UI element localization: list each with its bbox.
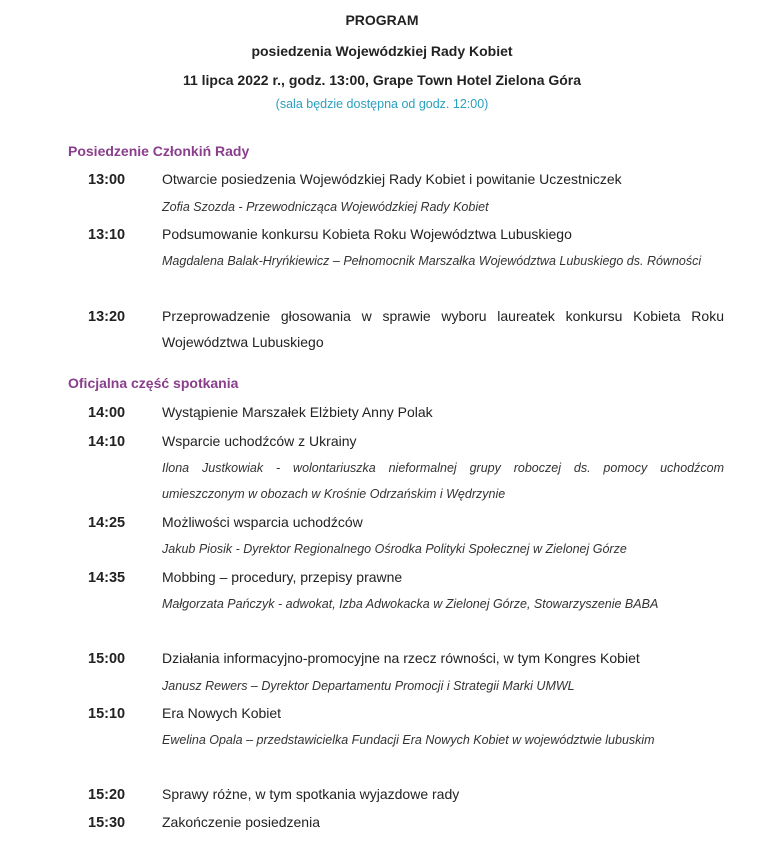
agenda-time: 14:25 — [88, 515, 126, 531]
agenda-title: Możliwości wsparcia uchodźców — [162, 514, 363, 530]
section-title: Oficjalna część spotkania — [68, 375, 239, 391]
agenda-time: 15:30 — [88, 815, 126, 831]
agenda-time: 13:20 — [88, 309, 126, 325]
agenda-time: 15:10 — [88, 706, 126, 722]
agenda-speaker: Janusz Rewers – Dyrektor Departamentu Promocji i Strategii Marki UMWL — [162, 679, 575, 693]
agenda-title: Era Nowych Kobiet — [162, 705, 282, 721]
section-title: Posiedzenie Członkiń Rady — [68, 143, 250, 159]
agenda-time: 14:00 — [88, 405, 126, 421]
program-subtitle: posiedzenia Wojewódzkiej Rady Kobiet — [251, 43, 513, 59]
agenda-title: Wsparcie uchodźców z Ukrainy — [162, 433, 357, 449]
date-place: 11 lipca 2022 r., godz. 13:00, Grape Town Hotel Zielona Góra — [182, 72, 582, 88]
agenda-title: Wystąpienie Marszałek Elżbiety Anny Polak — [162, 404, 433, 420]
agenda-speaker: Małgorzata Pańczyk - adwokat, Izba Adwokacka w Zielonej Górze, Stowarzyszenie BABA — [162, 597, 659, 611]
agenda-title: Mobbing – procedury, przepisy prawne — [162, 569, 403, 585]
agenda-title: Podsumowanie konkursu Kobieta Roku Województwa Lubuskiego — [162, 226, 572, 242]
agenda-title: Otwarcie posiedzenia Wojewódzkiej Rady Kobiet i powitanie Uczestniczek — [162, 171, 622, 187]
agenda-speaker: Jakub Piosik - Dyrektor Regionalnego Ośrodka Polityki Społecznej w Zielonej Górze — [162, 542, 627, 556]
agenda-time: 15:20 — [88, 787, 126, 803]
agenda-time: 14:35 — [88, 570, 126, 586]
agenda-speaker: Zofia Szozda - Przewodnicząca Wojewódzkiej Rady Kobiet — [162, 200, 489, 214]
agenda-title: Zakończenie posiedzenia — [162, 814, 320, 830]
agenda-time: 13:10 — [88, 227, 126, 243]
agenda-time: 13:00 — [88, 172, 126, 188]
agenda-speaker: Ewelina Opala – przedstawicielka Fundacji Era Nowych Kobiet w województwie lubuskim — [162, 733, 655, 747]
room-note: (sala będzie dostępna od godz. 12:00) — [275, 97, 489, 111]
agenda-speaker: Ilona Justkowiak - wolontariuszka nieformalnej grupy roboczej ds. pomocy uchodźcom umieszczonym w obozach w Krośnie Odrzańskim i Wędrzynie — [162, 461, 724, 501]
agenda-speaker: Magdalena Balak-Hryńkiewicz – Pełnomocnik Marszałka Województwa Lubuskiego ds. Równości — [162, 254, 702, 268]
program-title: PROGRAM — [345, 12, 419, 28]
agenda-title: Sprawy różne, w tym spotkania wyjazdowe rady — [162, 786, 460, 802]
agenda-title: Działania informacyjno-promocyjne na rzecz równości, w tym Kongres Kobiet — [162, 650, 640, 666]
agenda-time: 15:00 — [88, 651, 126, 667]
agenda-time: 14:10 — [88, 434, 126, 450]
agenda-title: Przeprowadzenie głosowania w sprawie wyboru laureatek konkursu Kobieta Roku Województwa Lubuskiego — [162, 308, 724, 350]
